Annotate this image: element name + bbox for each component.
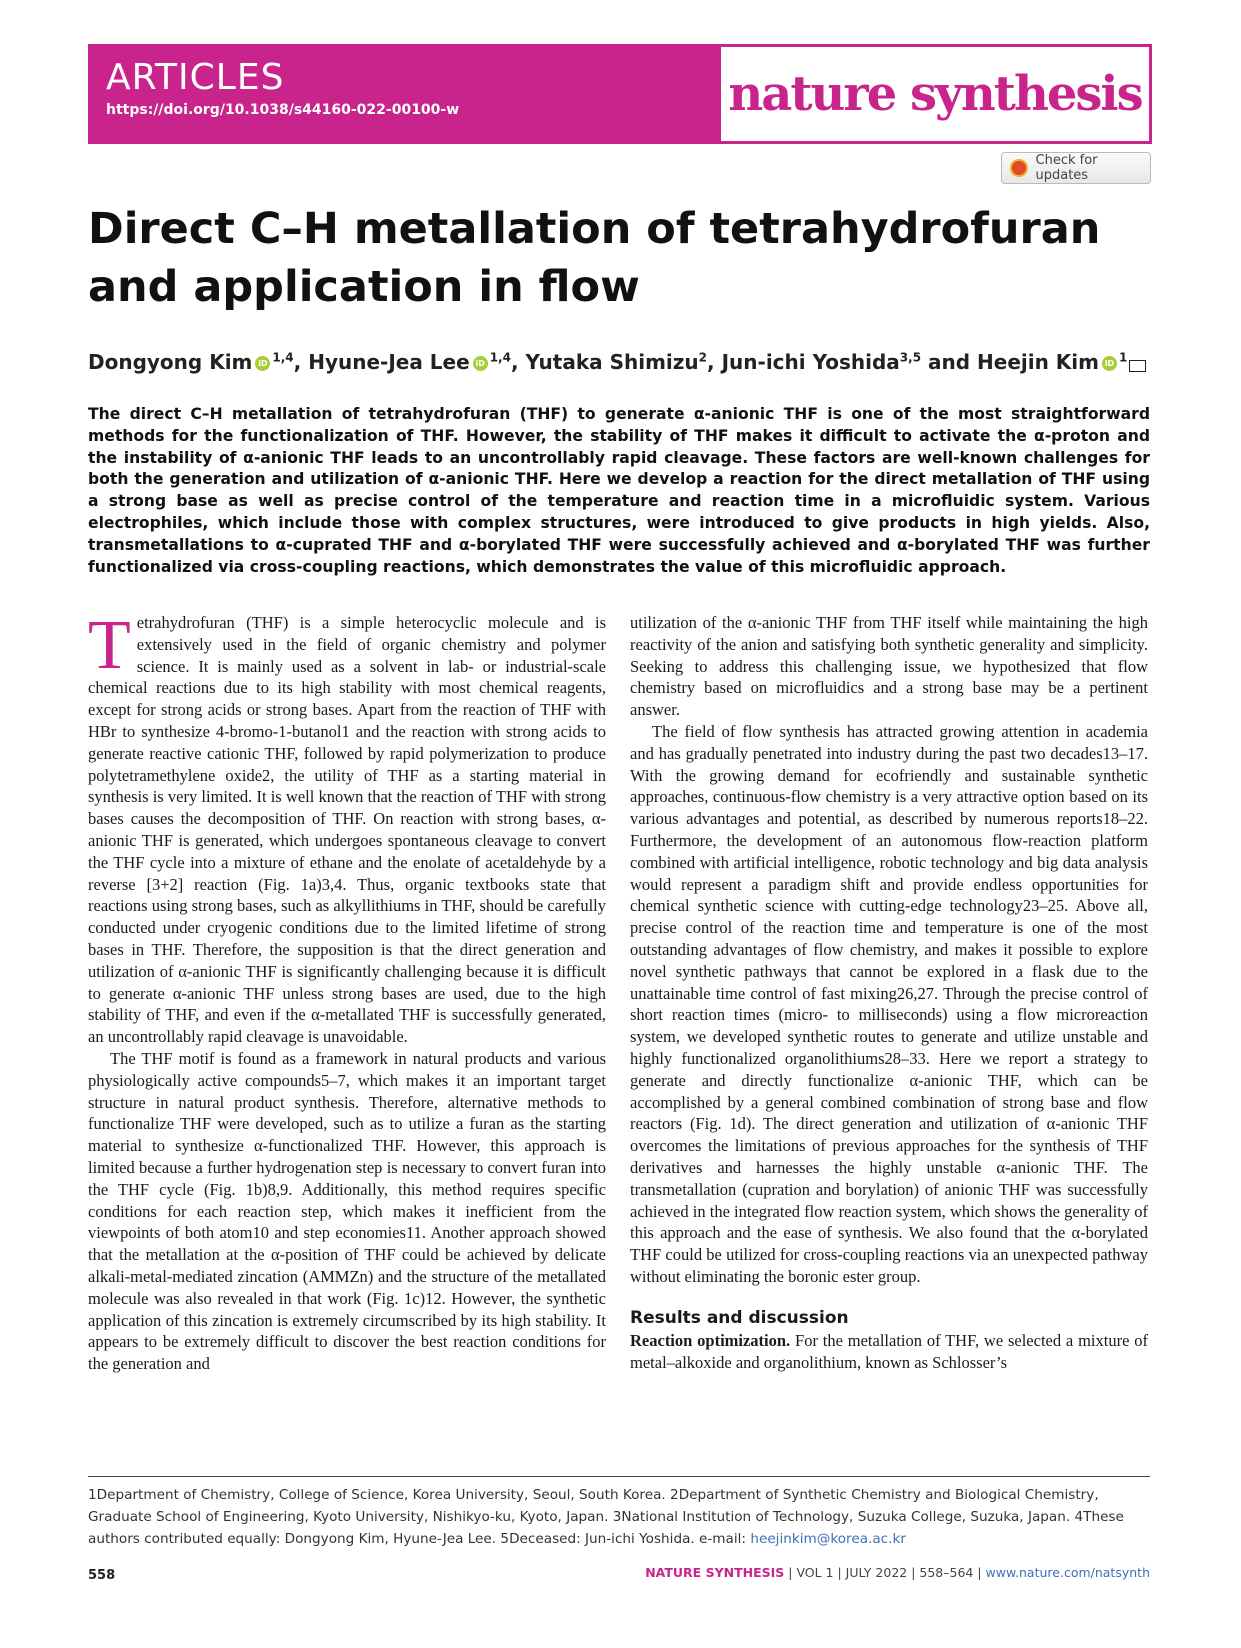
crossmark-icon bbox=[1010, 159, 1028, 177]
body-paragraph: utilization of the α-anionic THF from THF itself while maintaining the high reactivity of the anion and satisfying both synthetic generality and simplicity. Seeking to address this challenging issue, we hypothesized that flow chemistry based on microfluidics and a strong base may be a pertinent answer. bbox=[630, 613, 1148, 720]
author-affiliation-sup: 1 bbox=[1119, 350, 1128, 365]
journal-logo[interactable]: nature synthesis bbox=[728, 66, 1142, 122]
author-name[interactable]: Dongyong Kim bbox=[88, 350, 253, 374]
author-name[interactable]: Heejin Kim bbox=[977, 350, 1100, 374]
footer-url-link[interactable]: www.nature.com/natsynth bbox=[985, 1565, 1150, 1580]
doi-link[interactable]: https://doi.org/10.1038/s44160-022-00100-w bbox=[106, 102, 460, 118]
email-link[interactable]: heejinkim@korea.ac.kr bbox=[750, 1531, 906, 1547]
author-separator: , bbox=[707, 350, 722, 374]
check-for-updates-button[interactable] bbox=[1001, 152, 1151, 184]
author-affiliation-sup: 1,4 bbox=[272, 350, 294, 365]
page-number: 558 bbox=[88, 1568, 116, 1583]
author-affiliation-sup: 3,5 bbox=[899, 350, 922, 365]
orcid-icon[interactable]: iD bbox=[255, 356, 270, 371]
author-separator: and bbox=[921, 350, 978, 374]
abstract: The direct C–H metallation of tetrahydrofuran (THF) to generate α-anionic THF is one of the most straightforward methods for the functionalization of THF. However, the stability of THF makes it difficult to activate the α-proton and the instability of α-anionic THF leads to an uncontrollably rapid cleavage. These factors are well-known challenges for both the generation and utilization of α-anionic THF. Here we develop a reaction for the direct metallation of THF using a strong base as well as precise control of the temperature and reaction time in a microfluidic system. Various electrophiles, which include those with complex structures, were introduced to give products in high yields. Also, transmetallations to α-cuprated THF and α-borylated THF were successfully achieved and α-borylated THF was further functionalized via cross-coupling reactions, which demonstrates the value of this microfluidic approach. bbox=[88, 405, 1150, 576]
banner-left bbox=[106, 56, 459, 118]
body-column-left bbox=[88, 607, 606, 1375]
orcid-icon[interactable]: iD bbox=[473, 356, 488, 371]
author-separator: , bbox=[293, 350, 309, 374]
drop-cap: T bbox=[88, 607, 131, 684]
author-affiliation-sup: 1,4 bbox=[489, 350, 511, 365]
body-paragraph-text: For the metallation of THF, we selected a mixture of metal–alkoxide and organolithium, known as Schlosser’s bbox=[630, 1330, 1148, 1372]
section-heading: Results and discussion bbox=[630, 1307, 849, 1328]
orcid-icon[interactable]: iD bbox=[1102, 356, 1117, 371]
body-paragraph bbox=[630, 1330, 1148, 1374]
body-paragraph: The field of flow synthesis has attracted growing attention in academia and has gradually penetrated into industry during the past two decades13–17. With the growing demand for ecofriendly and sustainable synthetic approaches, continuous-flow chemistry is a very attractive option based on its various advantages and potential, as described by numerous reports18–22. Furthermore, the development of an autonomous flow-reaction platform combined with artificial intelligence, robotic technology and big data analysis would represent a paradigm shift and provide endless opportunities for chemical synthetic science with cutting-edge technology23–25. Above all, precise control of the reaction time and temperature is one of the most outstanding advantages of flow chemistry, and makes it possible to explore novel synthetic pathways that cannot be explored in a flask due to the unattainable time control of fast mixing26,27. Through the precise control of short reaction times (micro- to milliseconds) using a flow microreaction system, we developed synthetic routes to generate and utilize unstable and highly functionalized organolithiums28–33. Here we report a strategy to generate and directly functionalize α-anionic THF, which can be accomplished by a general combined combination of strong base and flow reactors (Fig. 1d). The direct generation and utilization of α-anionic THF overcomes the limitations of previous approaches for the synthesis of THF derivatives and harnesses the highly unstable α-anionic THF. The transmetallation (cupration and borylation) of anionic THF was successfully achieved in the integrated flow reaction system, which shows the generality of this approach and the ease of synthesis. We also found that the α-borylated THF could be utilized for cross-coupling reactions via an unexpected pathway without eliminating the boronic ester group. bbox=[630, 721, 1148, 1286]
author-name[interactable]: Jun-ichi Yoshida bbox=[721, 350, 900, 374]
footnote-divider bbox=[88, 1476, 1150, 1477]
journal-logo-box bbox=[721, 47, 1149, 141]
footer-info bbox=[645, 1565, 1150, 1580]
affiliations bbox=[88, 1484, 1150, 1550]
article-title: Direct C–H metallation of tetrahydrofuran and application in flow bbox=[88, 204, 1101, 312]
body-paragraph-text: etrahydrofuran (THF) is a simple heterocyclic molecule and is extensively used in the field of organic chemistry and polymer science. It is mainly used as a solvent in lab- or industrial-scale chemical reactions due to its high stability with most chemical reagents, except for strong acids or strong bases. Apart from the reaction of THF with HBr to synthesize 4-bromo-1-butanol1 and the reaction with strong acids to generate reactive cationic THF, followed by rapid polymerization to produce polytetramethylene oxide2, the utility of THF as a starting material in synthesis is very limited. It is well known that the reaction of THF with strong bases causes the decomposition of THF. On reaction with strong bases, α-anionic THF is generated, which undergoes spontaneous cleavage to convert the THF cycle into a mixture of ethane and the enolate of acetaldehyde by a reverse [3+2] reaction (Fig. 1a)3,4. Thus, organic textbooks state that reactions using strong bases, such as alkyllithiums in THF, should be carefully conducted under cryogenic conditions due to the limited lifetime of strong bases in THF. Therefore, the supposition is that the direct generation and utilization of α-anionic THF is significantly challenging because it is difficult to generate α-anionic THF unless strong bases are used, due to the high stability of THF, and even if the α-metallated THF is successfully generated, an uncontrollably rapid cleavage is unavoidable. bbox=[88, 613, 606, 1047]
email-icon[interactable] bbox=[1129, 360, 1146, 372]
body-paragraph: The THF motif is found as a framework in natural products and various physiologically active compounds5–7, which makes it an important target structure in natural product synthesis. Therefore, alternative methods to functionalize THF were developed, such as to utilize a furan as the starting material to synthesize α-functionalized THF. However, this approach is limited because a further hydrogenation step is necessary to convert furan into the THF cycle (Fig. 1b)8,9. Additionally, this method requires specific conditions for each reaction step, which makes it inefficient from the viewpoints of both atom10 and step economies11. Another approach showed that the metallation at the α-position of THF could be achieved by delicate alkali-metal-mediated zincation (AMMZn) and the structure of the metallated molecule was also revealed in that work (Fig. 1c)12. However, the synthetic application of this zincation is extremely circumscribed by its high stability. It appears to be extremely difficult to discover the best reaction conditions for the generation and bbox=[88, 1048, 606, 1374]
author-name[interactable]: Yutaka Shimizu bbox=[525, 350, 699, 374]
body-paragraph bbox=[88, 607, 606, 1048]
author-name[interactable]: Hyune-Jea Lee bbox=[308, 350, 470, 374]
body-column-right bbox=[630, 612, 1148, 1373]
footer-journal: NATURE SYNTHESIS bbox=[645, 1565, 785, 1580]
author-separator: , bbox=[510, 350, 526, 374]
author-affiliation-sup: 2 bbox=[698, 350, 708, 365]
section-label: ARTICLES bbox=[106, 57, 285, 98]
check-for-updates-label: Check for updates bbox=[1035, 153, 1098, 183]
subsection-heading: Reaction optimization. bbox=[630, 1330, 791, 1350]
header-banner bbox=[88, 44, 1152, 144]
author-list bbox=[88, 350, 1158, 374]
footer-volume: | VOL 1 | JULY 2022 | 558–564 | bbox=[784, 1565, 986, 1580]
affiliations-text: 1Department of Chemistry, College of Science, Korea University, Seoul, South Korea. 2Department of Synthetic Chemistry and Biological Chemistry, Graduate School of Engineering, Kyoto University, Nishikyo-ku, Kyoto, Japan. 3National Institution of Technology, Suzuka College, Suzuka, Japan. 4These authors contributed equally: Dongyong Kim, Hyune-Jea Lee. 5Deceased: Jun-ichi Yoshida. e-mail: bbox=[88, 1487, 1124, 1547]
